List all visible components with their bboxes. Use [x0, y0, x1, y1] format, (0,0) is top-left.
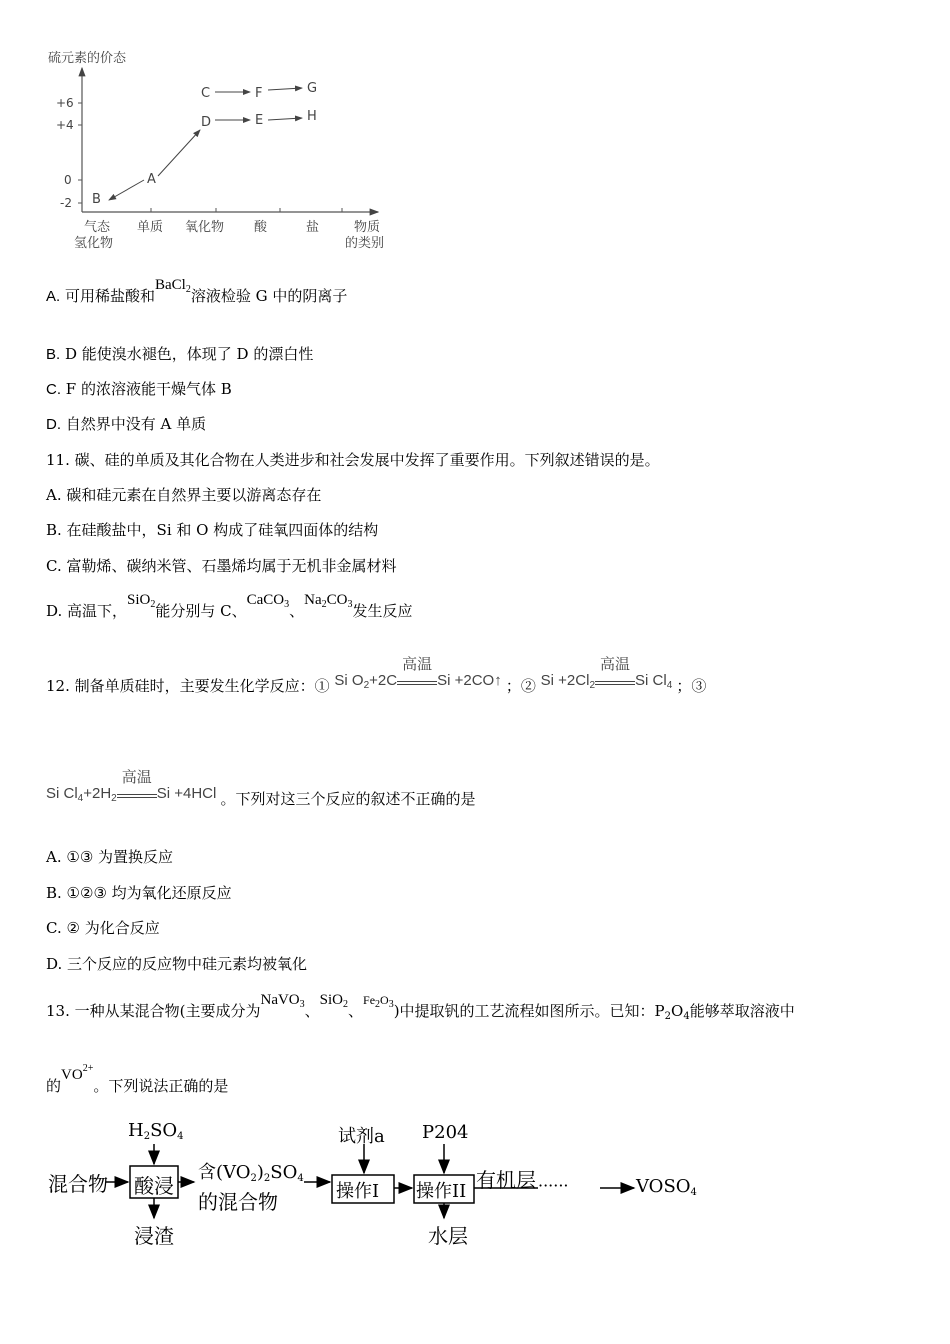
point-label: B — [92, 192, 101, 207]
q10-option-c: C. F 的浓溶液能干燥气体 B — [46, 380, 232, 398]
point-label: G — [307, 81, 318, 96]
y-tick: +6 — [56, 96, 74, 110]
q12-stem-2: Si $Cl_4+2H_2$ 高温 Si +4HCl 。下列对这三个反应的叙述不正确的是 — [46, 769, 476, 808]
reaction-2: $Si +2Cl_2$ 高温 Si $Cl_4$ — [540, 656, 673, 691]
x-axis-title: 物质 — [354, 220, 381, 235]
point-label: E — [255, 113, 264, 128]
point-label: H — [307, 109, 317, 124]
x-axis-title: 的类别 — [345, 236, 385, 251]
sulfur-valence-diagram — [40, 40, 440, 300]
reagent-a-label: 试剂a — [338, 1126, 385, 1147]
y-tick: +4 — [56, 118, 74, 132]
x-tick: 单质 — [137, 220, 164, 235]
q10-option-d: D. 自然界中没有 A 单质 — [46, 415, 207, 433]
acid-leach-label: 酸浸 — [134, 1174, 174, 1198]
point-label: C — [201, 86, 211, 101]
operation-2-label: 操作II — [416, 1181, 467, 1202]
arrow-a-to-d — [158, 130, 200, 176]
water-layer-label: 水层 — [428, 1224, 468, 1248]
q12-option-d: D. 三个反应的反应物中硅元素均被氧化 — [46, 955, 308, 973]
formula-bacl2: BaCl$_2$ — [154, 277, 191, 295]
q10-option-a: A. 可用稀盐酸和BaCl$_2$溶液检验 G 中的阴离子 — [46, 277, 348, 305]
dots: ······ — [538, 1176, 569, 1195]
q12-option-c: C. ② 为化合反应 — [46, 919, 160, 937]
arrow-a-to-b — [109, 180, 144, 200]
y-axis-title: 硫元素的价态 — [48, 51, 127, 66]
x-tick: 气态 — [84, 220, 111, 235]
arrow-f-to-g — [268, 88, 302, 90]
q11-stem: 11. 碳、硅的单质及其化合物在人类进步和社会发展中发挥了重要作用。下列叙述错误的是。 — [46, 451, 660, 469]
y-tick: 0 — [64, 173, 72, 187]
q13-stem-2: 的$VO^{2+}$。下列说法正确的是 — [46, 1063, 229, 1095]
h2so4-label: $H_2SO_4$ — [128, 1120, 184, 1142]
reaction-1: Si $O_2+2C$ 高温 Si +2CO↑ — [334, 656, 502, 691]
organic-layer-label: 有机层 — [476, 1168, 536, 1192]
point-label: D — [201, 115, 212, 130]
x-tick: 盐 — [306, 220, 320, 235]
operation-1-label: 操作I — [336, 1181, 380, 1202]
reaction-3: Si $Cl_4+2H_2$ 高温 Si +4HCl — [46, 769, 217, 804]
q11-option-c: C. 富勒烯、碳纳米管、石墨烯均属于无机非金属材料 — [46, 557, 397, 575]
q12-option-b: B. ①②③ 均为氧化还原反应 — [46, 884, 232, 902]
x-tick: 氧化物 — [185, 220, 225, 235]
q13-stem: 13. 一种从某混合物(主要成分为NaVO$_3$、SiO$_2$、$^{Fe_2O_3}$)中提取钒的工艺流程如图所示。已知：$P_2O_4$能够萃取溶液中 — [46, 992, 795, 1022]
arrow-e-to-h — [268, 118, 302, 120]
point-label: F — [255, 86, 263, 101]
point-label: A — [147, 172, 156, 187]
process-flowchart — [48, 1120, 768, 1260]
q12-stem: 12. 制备单质硅时，主要发生化学反应：① Si $O_2+2C$ 高温 Si +2CO↑ ；② $Si +2Cl_2$ 高温 Si $Cl_4$ ；③ — [46, 656, 707, 695]
residue-label: 浸渣 — [134, 1224, 174, 1248]
x-tick: 氢化物 — [74, 236, 114, 251]
voso4-label: $VOSO_4$ — [636, 1176, 697, 1198]
q11-option-d: D. 高温下，SiO$_2$能分别与 C、CaCO$_3$、$Na_2CO_3$发生反应 — [46, 592, 413, 620]
x-tick: 酸 — [254, 220, 268, 235]
mixture-label: 混合物 — [48, 1172, 108, 1196]
q11-option-b: B. 在硅酸盐中，Si 和 O 构成了硅氧四面体的结构 — [46, 521, 379, 539]
y-tick: -2 — [60, 196, 72, 210]
q11-option-a: A. 碳和硅元素在自然界主要以游离态存在 — [46, 486, 322, 504]
intermediate-label: 含$(VO_2)_2SO_4$ — [198, 1162, 304, 1184]
intermediate-label-2: 的混合物 — [198, 1190, 278, 1214]
q12-option-a: A. ①③ 为置换反应 — [46, 848, 174, 866]
q10-option-b: B. D 能使溴水褪色，体现了 D 的漂白性 — [46, 345, 314, 363]
p204-label: P204 — [422, 1122, 469, 1143]
